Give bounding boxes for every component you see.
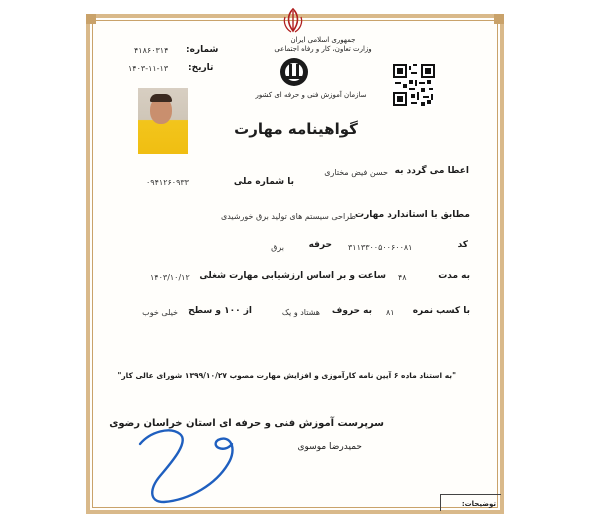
score-label: با کسب نمره — [412, 306, 470, 316]
notes-label: توضیحات: — [461, 500, 496, 508]
date-value: ۱۴۰۳-۱۱-۱۳ — [128, 64, 169, 73]
frame-corner — [86, 14, 96, 24]
qr-code-icon — [393, 64, 435, 106]
organization-name: سازمان آموزش فنی و حرفه ای کشور — [255, 91, 367, 99]
signatory-title: سرپرست آموزش فنی و حرفه ای استان خراسان رضوی — [109, 418, 384, 429]
frame-corner — [494, 14, 504, 24]
code-value: ۳۱۱۳۳۰۰۵۰۰۶۰۰۸۱ — [348, 243, 413, 252]
granted-to-label: اعطا می گردد به — [394, 166, 469, 176]
standard-value: طراحی سیستم های تولید برق خورشیدی — [220, 212, 356, 221]
duration-label: به مدت — [438, 271, 470, 281]
out-of-label: از ۱۰۰ و سطح — [188, 306, 252, 316]
tvto-logo-icon — [276, 56, 312, 88]
photo-hair — [150, 94, 172, 102]
standard-label: مطابق با استاندارد مهارت — [355, 210, 470, 220]
certificate-title: گواهینامه مهارت — [234, 120, 358, 138]
ministry-name: وزارت تعاون، کار و رفاه اجتماعی — [274, 45, 372, 53]
signature-icon — [120, 414, 260, 509]
duration-value: ۴۸ — [398, 273, 407, 282]
national-id-value: ۰۹۴۱۲۶۰۹۳۳ — [146, 178, 189, 187]
trade-label: حرفه — [308, 240, 332, 250]
number-value: ۴۱۸۶۰۳۱۴ — [134, 46, 169, 55]
holder-photo — [138, 88, 188, 154]
level-value: خیلی خوب — [142, 308, 178, 317]
granted-to-value: حسن فیض مختاری — [324, 168, 388, 177]
date-label: تاریخ: — [188, 63, 214, 73]
code-label: کد — [457, 240, 468, 250]
national-emblem-icon — [277, 7, 309, 35]
trade-value: برق — [271, 243, 284, 252]
evaluation-date-value: ۱۴۰۳/۱۰/۱۲ — [150, 273, 190, 282]
national-id-label: با شماره ملی — [233, 177, 294, 187]
number-label: شماره: — [186, 45, 219, 55]
legal-note: "به استناد ماده ۶ آیین نامه کارآموزی و افزایش مهارت مصوب ۱۳۹۹/۱۰/۲۷ شورای عالی کار" — [117, 371, 456, 380]
score-value: ۸۱ — [386, 308, 395, 317]
in-words-label: به حروف — [331, 306, 372, 316]
country-name: جمهوری اسلامی ایران — [290, 36, 356, 44]
signatory-name: حمیدرضا موسوی — [297, 442, 362, 452]
in-words-value: هشتاد و یک — [281, 308, 320, 317]
hours-label: ساعت و بر اساس ارزشیابی مهارت شغلی — [199, 271, 386, 281]
